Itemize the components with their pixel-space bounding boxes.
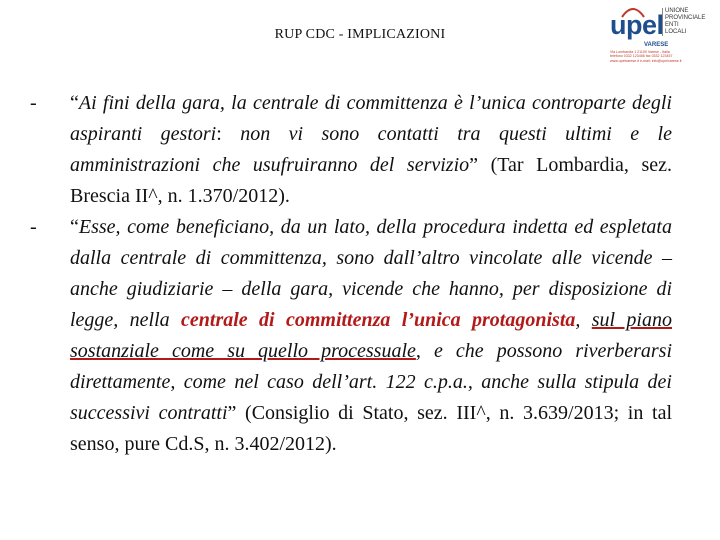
- text-run: :: [216, 123, 241, 145]
- logo-org-line: LOCALI: [665, 29, 687, 35]
- bullet-item: [30, 212, 672, 460]
- underlined-text: sul piano sostanziale come su quello processuale: [70, 309, 672, 362]
- quote-text: [70, 216, 672, 455]
- text-run: Esse, come beneficiano, da un lato, della procedura indetta ed espletata dalla centrale di committenza, sono dall’altro vincolate alle vicende – anche giudiziarie – della gara,: [70, 216, 672, 300]
- citation-text: ” (Tar Lombardia, sez. Brescia II^, n. 1.370/2012).: [70, 154, 672, 207]
- logo-city: VARESE: [644, 42, 669, 48]
- logo-org-name: [662, 8, 717, 36]
- bullet-list: [30, 88, 672, 460]
- logo-contact-text: [610, 50, 716, 63]
- text-run: ,: [575, 309, 592, 331]
- bullet-dash: -: [30, 92, 37, 114]
- logo-contact-line: telefono 0332 123456 fax 0332 123457: [610, 54, 673, 59]
- text-run: “: [70, 92, 79, 114]
- slide-title: RUP CDC - IMPLICAZIONI: [274, 27, 446, 42]
- logo-org-line: ENTI: [665, 22, 679, 28]
- logo-org-line: PROVINCIALE: [665, 15, 706, 21]
- upel-logo: [606, 4, 716, 66]
- logo-contact-line: www.upelvarese.it e-mail: info@upelvarese.it: [610, 58, 682, 63]
- bullet-dash: -: [30, 216, 37, 238]
- logo-org-line: UNIONE: [665, 8, 689, 14]
- logo-contact-line: Via Lombardia 1 21100 Varese - Italia: [610, 50, 670, 54]
- text-run: Ai fini della gara, la centrale di committenza è l’unica controparte degli aspiranti gestori: [70, 92, 672, 145]
- bullet-item: [30, 88, 672, 212]
- text-run: vicende che hanno, per disposizione di legge, nella: [70, 278, 673, 331]
- quote-text: [70, 92, 672, 207]
- text-run: “: [70, 216, 79, 238]
- logo-wordmark: upel: [610, 10, 664, 40]
- highlighted-text: centrale di committenza l’unica protagonista: [181, 309, 576, 331]
- citation-text: ” (Consiglio di Stato, sez. III^, n. 3.639/2013; in tal senso, pure Cd.S, n. 3.402/2012).: [70, 402, 672, 455]
- text-run: non vi sono contatti tra questi ultimi e le amministrazioni che usufruiranno del servizio: [70, 123, 672, 176]
- text-run: , e che possono riverberarsi direttamente, come nel caso dell’art. 122 c.p.a., anche sulla stipula dei successivi contratti: [70, 340, 672, 424]
